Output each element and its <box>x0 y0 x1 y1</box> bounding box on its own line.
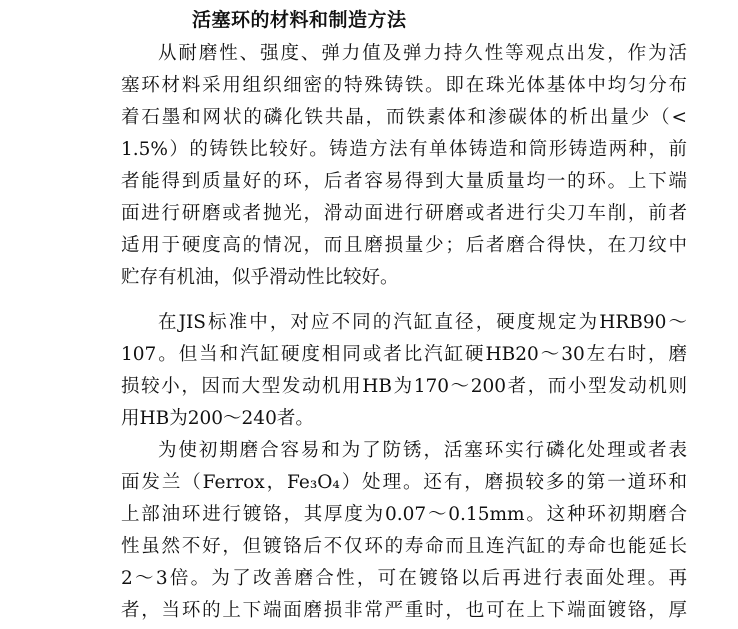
text-line-8: 贮存有机油，似乎滑动性比较好。 <box>121 267 399 288</box>
text-line-15: 上部油环进行镀铬，其厚度为0.07～0.15mm。这种环初期磨合 <box>121 504 687 525</box>
text-line-4: 1.5%）的铸铁比较好。铸造方法有单体铸造和筒形铸造两种，前 <box>121 139 687 160</box>
text-line-11: 损较小，因而大型发动机用HB为170～200者，而小型发动机则 <box>121 376 687 397</box>
text-line-14: 面发兰（Ferrox，Fe₃O₄）处理。还有，磨损较多的第一道环和 <box>121 472 687 493</box>
text-line-2: 塞环材料采用组织细密的特殊铸铁。即在珠光体基体中均匀分布 <box>121 75 687 96</box>
text-line-13: 为使初期磨合容易和为了防锈，活塞环实行磷化处理或者表 <box>158 440 687 461</box>
text-line-16: 性虽然不好，但镀铬后不仅环的寿命而且连汽缸的寿命也能延长 <box>121 536 687 557</box>
text-line-9: 在JIS标准中，对应不同的汽缸直径，硬度规定为HRB90～ <box>158 312 687 333</box>
text-line-12: 用HB为200～240者。 <box>121 408 314 429</box>
text-line-3: 着石墨和网状的磷化铁共晶，而铁素体和渗碳体的析出量少（< <box>121 107 687 128</box>
text-line-6: 面进行研磨或者抛光，滑动面进行研磨或者进行尖刀车削，前者 <box>121 203 687 224</box>
text-line-17: 2～3倍。为了改善磨合性，可在镀铬以后再进行表面处理。再 <box>121 568 687 589</box>
text-line-7: 适用于硬度高的情况，而且磨损量少；后者磨合得快，在刀纹中 <box>121 235 687 256</box>
text-line-18: 者，当环的上下端面磨损非常严重时，也可在上下端面镀铬，厚 <box>121 600 687 621</box>
section-title: 活塞环的材料和制造方法 <box>192 9 407 31</box>
text-line-1: 从耐磨性、强度、弹力值及弹力持久性等观点出发，作为活 <box>158 43 687 64</box>
text-line-10: 107。但当和汽缸硬度相同或者比汽缸硬HB20～30左右时，磨 <box>121 344 687 365</box>
text-line-5: 者能得到质量好的环，后者容易得到大量质量均一的环。上下端 <box>121 171 687 192</box>
